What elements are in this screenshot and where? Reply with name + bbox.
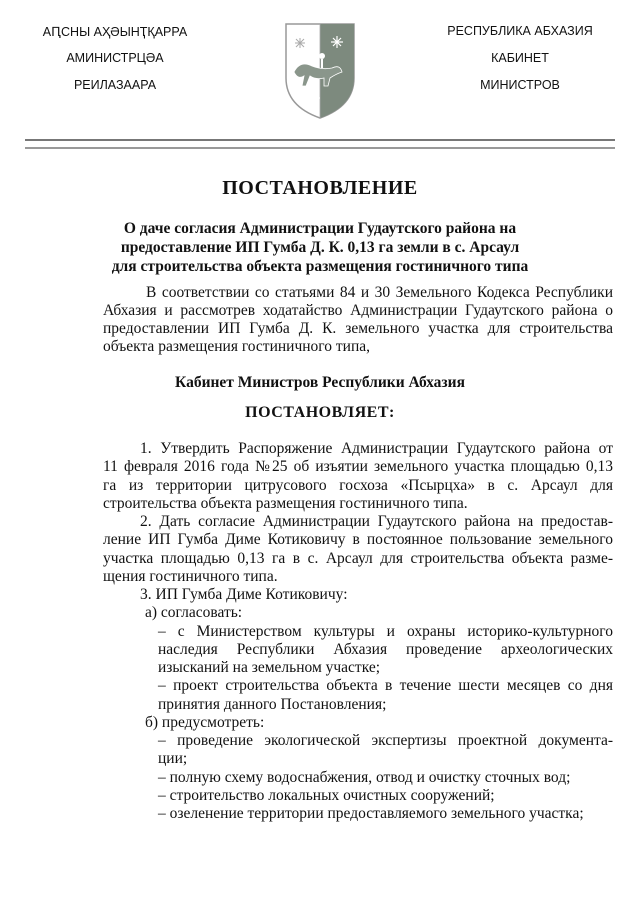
coat-of-arms-emblem [282, 20, 358, 120]
item-line: – озеленение территории предоставляемого земельного участка; [158, 805, 584, 822]
header-right-line: РЕСПУБЛИКА АБХАЗИЯ [447, 24, 593, 38]
item-line: участка площадью 0,13 га в с. Арсаул для строительства объекта разме- [103, 549, 613, 567]
item-line: наследия Республики Абхазия проведение археологических [158, 640, 613, 658]
header-divider [25, 139, 615, 149]
item-line: строительства объекта размещения гостиничного типа. [103, 494, 468, 512]
header-left-line: АԤСНЫ АҲӘЫНҬҚАРРА [42, 25, 188, 39]
header-left-line: АМИНИСТРЦӘА [66, 51, 164, 65]
subtitle-line: для строительства объекта размещения гостиничного типа [111, 258, 529, 275]
item-line: – с Министерством культуры и охраны историко-культурного [158, 622, 613, 640]
item-line: 2. Дать согласие Администрации Гудаутского района на предостав- [140, 513, 613, 530]
item-line: щения гостиничного типа. [103, 567, 278, 585]
intro-line: объекта размещения гостиничного типа, [103, 338, 371, 355]
document-subtitle [0, 219, 640, 276]
decree-heading: ПОСТАНОВЛЯЕТ: [245, 404, 395, 421]
item-line: 11 февраля 2016 года №25 об изъятии земельного участка площадью 0,13 [103, 458, 613, 476]
item-line: га из территории цитрусового госхоза «Псырцха» в с. Арсаул для [103, 476, 613, 494]
item-line: 1. Утвердить Распоряжение Администрации Гудаутского района от [140, 440, 613, 457]
subtitle-line: предоставление ИП Гумба Д. К. 0,13 га земли в с. Арсаул [120, 239, 520, 256]
intro-line: В соответствии со статьями 84 и 30 Земельного Кодекса Республики [146, 284, 613, 301]
item-line: принятия данного Постановления; [158, 695, 387, 713]
item-line: 3. ИП Гумба Диме Котиковичу: [140, 586, 348, 603]
subtitle-line: О даче согласия Администрации Гудаутского района на [123, 220, 517, 237]
intro-paragraph [103, 284, 613, 356]
item-line: б) предусмотреть: [145, 713, 265, 731]
item-line: – полную схему водоснабжения, отвод и очистку сточных вод; [158, 768, 571, 786]
item-line: – проведение экологической экспертизы проектной документа- [158, 732, 613, 749]
header-left-line: РЕИЛАЗААРА [73, 78, 157, 92]
document-title: ПОСТАНОВЛЕНИЕ [222, 177, 418, 199]
item-line: – проект строительства объекта в течение шести месяцев со дня [158, 677, 613, 695]
intro-line: Абхазия и рассмотрев ходатайство Администрации Гудаутского района о [103, 302, 613, 319]
item-line: ции; [158, 750, 188, 768]
header-right-line: МИНИСТРОВ [480, 78, 560, 92]
item-line: а) согласовать: [145, 604, 243, 622]
item-line: ление ИП Гумба Диме Котиковичу в постоянное пользование земельного [103, 531, 613, 549]
issuing-body: Кабинет Министров Республики Абхазия [175, 374, 465, 391]
header-right-line: КАБИНЕТ [491, 51, 549, 65]
decree-items [103, 440, 613, 823]
intro-line: предоставлении ИП Гумба Д. К. земельного участка для строительства [103, 320, 613, 337]
item-line: изысканий на земельном участке; [158, 659, 381, 676]
item-line: – строительство локальных очистных сооружений; [158, 786, 495, 804]
